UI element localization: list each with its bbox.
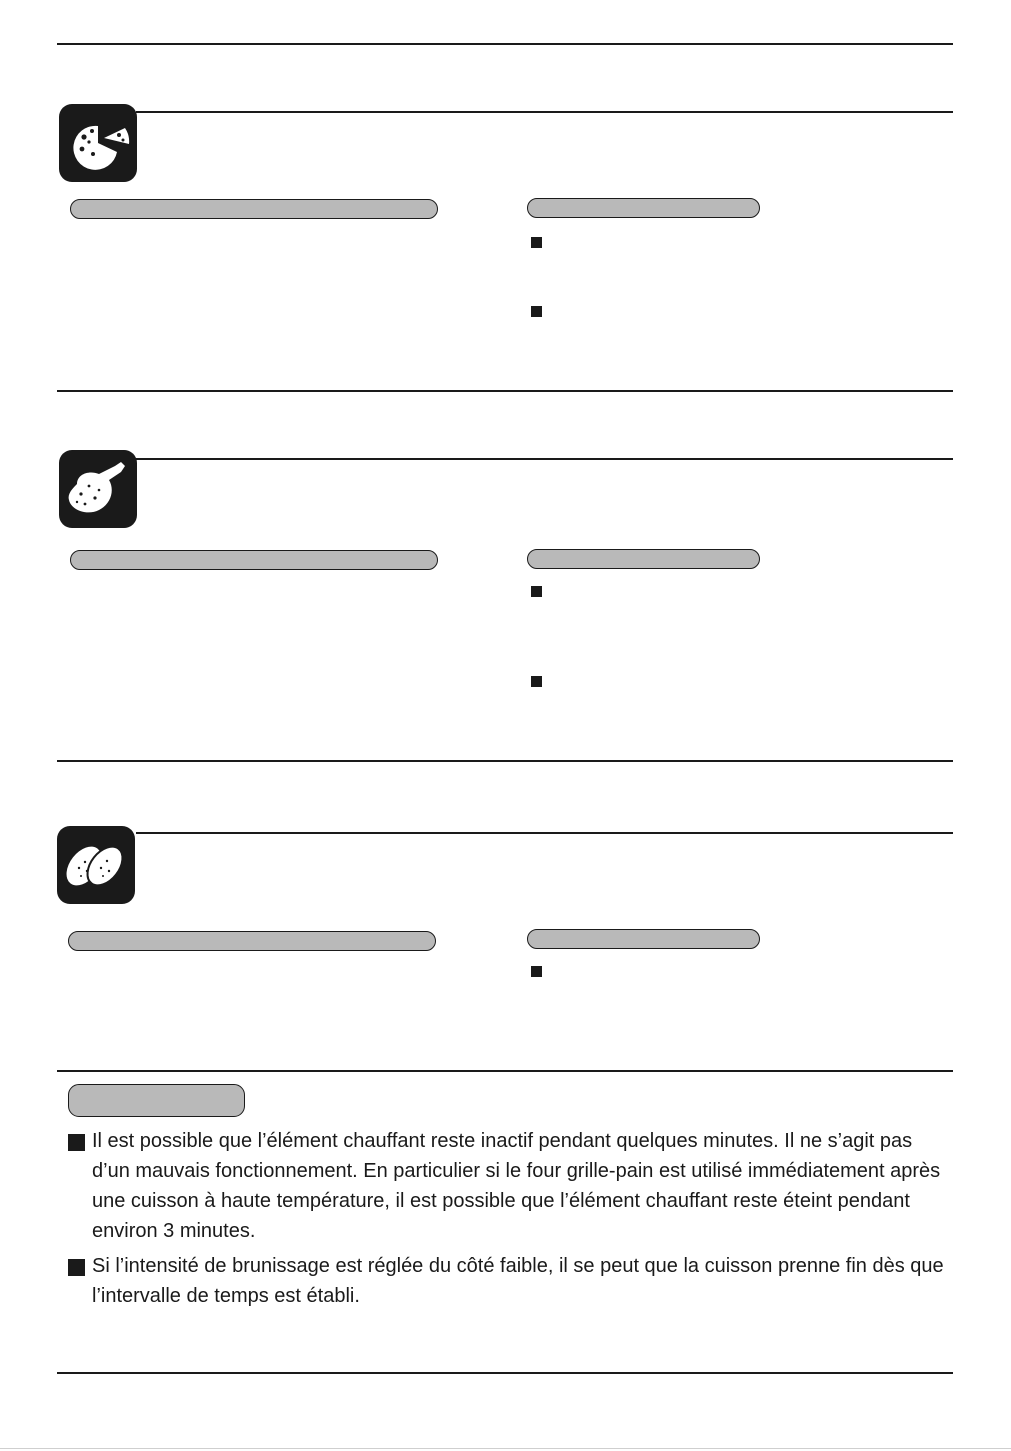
section-2-bullet-1: [531, 586, 542, 597]
top-rule: [57, 43, 953, 45]
section-1-title-rule: [136, 111, 953, 113]
note-item-2: [68, 1251, 948, 1311]
bottom-edge-rule: [0, 1448, 1011, 1449]
section-3-right-header: [527, 929, 760, 949]
section-1-bullet-1: [531, 237, 542, 248]
note-header: [68, 1084, 245, 1117]
section-2-right-header: [527, 549, 760, 569]
note-item-1: [68, 1126, 948, 1246]
section-2-bottom-rule: [57, 760, 953, 762]
section-1-right-header: [527, 198, 760, 218]
section-3-left-header: [68, 931, 436, 951]
note-bullet-icon: [68, 1134, 85, 1151]
bread-slices-icon: [57, 826, 135, 904]
section-1-bottom-rule: [57, 390, 953, 392]
section-2-title-rule: [136, 458, 953, 460]
section-1-bullet-2: [531, 306, 542, 317]
section-2-left-header: [70, 550, 438, 570]
section-3-bullet-1: [531, 966, 542, 977]
pizza-icon: [59, 104, 137, 182]
note-item-2-text: Si l’intensité de brunissage est réglée du côté faible, il se peut que la cuisson prenne fin dès que l’intervalle de temps est établi.: [92, 1255, 944, 1307]
note-item-1-text: Il est possible que l’élément chauffant reste inactif pendant quelques minutes. Il ne s’agit pas d’un mauvais fonctionnement. En particulier si le four grille-pain est utilisé immédiatement après une cuisson à haute température, il est possible que l’élément chauffant reste éteint pendant environ 3 minutes.: [92, 1130, 941, 1242]
chicken-leg-icon: [59, 450, 137, 528]
section-3-bottom-rule: [57, 1070, 953, 1072]
section-2-bullet-2: [531, 676, 542, 687]
section-3-title-rule: [136, 832, 953, 834]
section-1-left-header: [70, 199, 438, 219]
footer-rule: [57, 1372, 953, 1374]
note-bullet-icon: [68, 1259, 85, 1276]
